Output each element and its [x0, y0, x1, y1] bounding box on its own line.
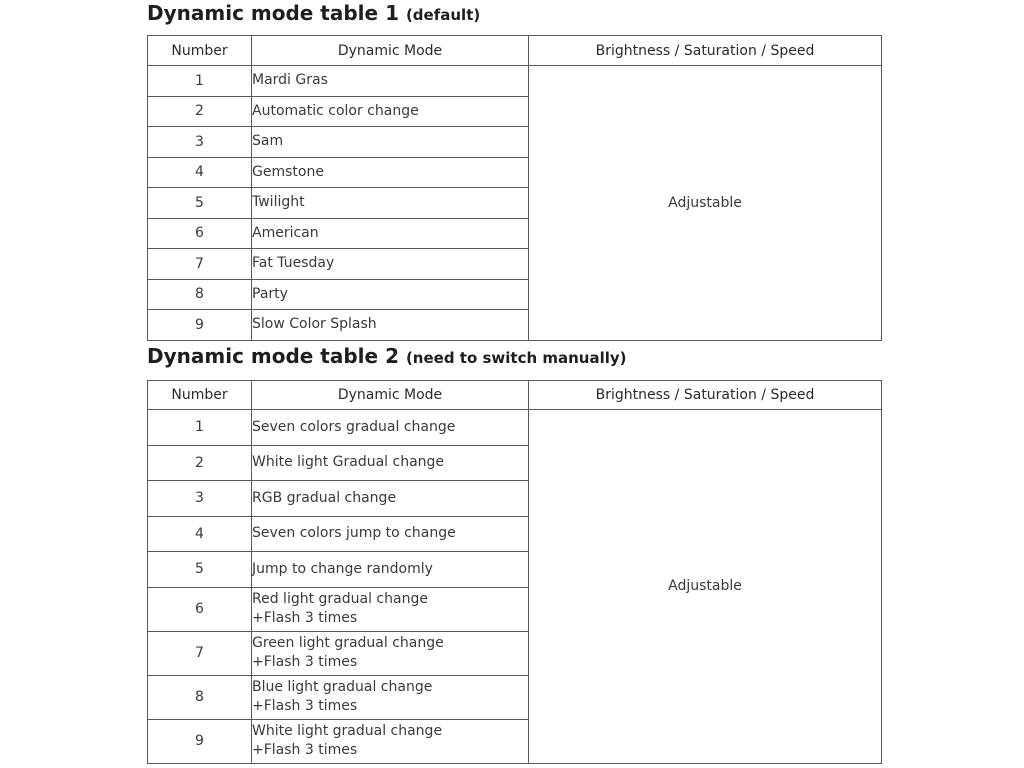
table2-note: (need to switch manually): [405, 349, 627, 367]
row-number: 1: [148, 66, 252, 97]
row-mode-line1: Red light gradual change: [252, 591, 428, 607]
row-number: 3: [148, 481, 252, 517]
row-number: 7: [148, 631, 252, 675]
table1-note: (default): [405, 6, 481, 24]
table2-header-row: [148, 381, 882, 410]
row-mode-line1: Green light gradual change: [252, 635, 444, 651]
row-mode-line1: Blue light gradual change: [252, 679, 433, 695]
table-row: [148, 410, 882, 446]
row-number: 9: [148, 719, 252, 763]
row-number: 6: [148, 587, 252, 631]
dynamic-mode-table-2: [147, 380, 882, 764]
row-number: 3: [148, 127, 252, 158]
row-mode: RGB gradual change: [252, 481, 529, 517]
row-number: 2: [148, 445, 252, 481]
row-number: 1: [148, 410, 252, 446]
row-mode-line2: +Flash 3 times: [252, 698, 358, 714]
table1-title: Dynamic mode table 1: [147, 1, 399, 25]
row-mode: Twilight: [252, 188, 529, 219]
row-number: 8: [148, 675, 252, 719]
row-mode: Slow Color Splash: [252, 310, 529, 341]
row-mode: White light Gradual change: [252, 445, 529, 481]
row-number: 4: [148, 157, 252, 188]
table1-heading: [147, 3, 480, 23]
table2-header-number: Number: [148, 381, 252, 410]
dynamic-mode-table-1: [147, 35, 882, 341]
row-mode: Sam: [252, 127, 529, 158]
row-number: 5: [148, 552, 252, 588]
row-mode: Gemstone: [252, 157, 529, 188]
row-mode: Mardi Gras: [252, 66, 529, 97]
row-mode: [252, 631, 529, 675]
table1-header-adjust: Brightness / Saturation / Speed: [529, 36, 882, 66]
row-mode-line1: White light gradual change: [252, 723, 443, 739]
row-mode-line2: +Flash 3 times: [252, 742, 358, 758]
table2-heading: [147, 346, 627, 366]
row-mode: Party: [252, 279, 529, 310]
row-mode: Seven colors gradual change: [252, 410, 529, 446]
table2-adjustable-cell: Adjustable: [529, 410, 882, 764]
row-mode: Seven colors jump to change: [252, 516, 529, 552]
table1-header-mode: Dynamic Mode: [252, 36, 529, 66]
row-number: 9: [148, 310, 252, 341]
table2-title: Dynamic mode table 2: [147, 344, 399, 368]
row-number: 5: [148, 188, 252, 219]
table2-header-mode: Dynamic Mode: [252, 381, 529, 410]
row-number: 7: [148, 249, 252, 280]
table-row: [148, 66, 882, 97]
row-mode: [252, 587, 529, 631]
row-mode: Jump to change randomly: [252, 552, 529, 588]
row-number: 8: [148, 279, 252, 310]
table1-adjustable-cell: Adjustable: [529, 66, 882, 341]
row-mode-line2: +Flash 3 times: [252, 610, 358, 626]
row-number: 2: [148, 96, 252, 127]
row-mode: [252, 719, 529, 763]
row-mode: [252, 675, 529, 719]
row-number: 6: [148, 218, 252, 249]
row-mode: American: [252, 218, 529, 249]
row-mode-line2: +Flash 3 times: [252, 654, 358, 670]
row-number: 4: [148, 516, 252, 552]
table1-header-row: [148, 36, 882, 66]
row-mode: Fat Tuesday: [252, 249, 529, 280]
table2-header-adjust: Brightness / Saturation / Speed: [529, 381, 882, 410]
table1-header-number: Number: [148, 36, 252, 66]
row-mode: Automatic color change: [252, 96, 529, 127]
